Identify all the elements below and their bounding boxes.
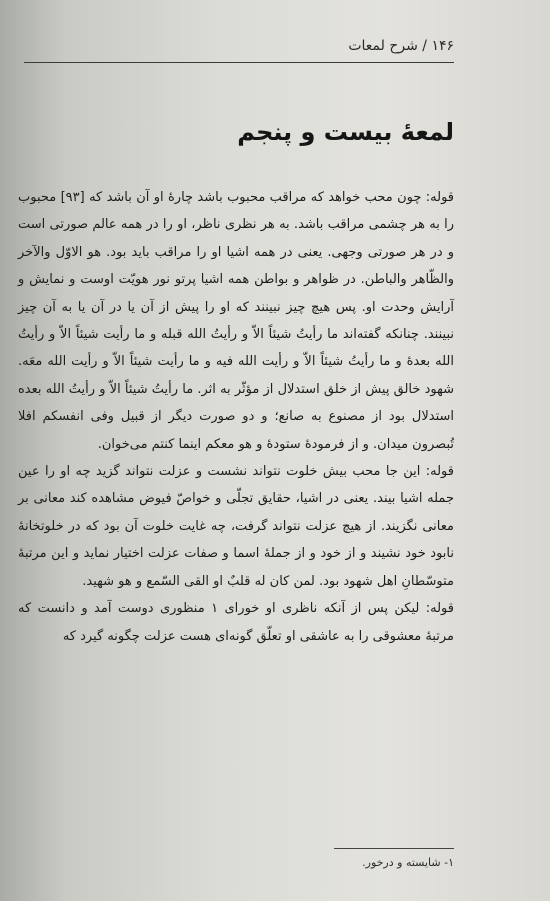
paragraph-3: قوله: لیکن پس از آنکه ناظری او خورای ۱ منظوری دوست آمد و دانست که مرتبهٔ معشوقی را به عاشقی او تعلّق گونه‌ای هست عزلت چگونه گیرد که: [18, 601, 454, 644]
body-text: [18, 184, 454, 650]
paragraph-2: قوله: این جا محب بیش خلوت نتواند نشست و عزلت نتواند گزید چه او را عین جمله اشیا بیند. یعنی در اشیا، حقایق تجلّی و خواصّ فیوض مشاهده کند معانی بر معانی نگزیند. از هیچ عزلت نتواند گرفت، چه غایت خلوت آن بود که در خلوتخانهٔ نابود خود نشیند و از خود و از جملهٔ اسما و صفات عزلت اختیار نماید و این مرتبهٔ متوسّطانِ اهل شهود بود. لمن کان له قلبٌ او القی السّمع و هو شهید.: [18, 464, 454, 589]
footnote: ۱- شایسته و درخور.: [362, 856, 454, 869]
running-head: ۱۴۶ / شرح لمعات: [348, 38, 454, 54]
footnote-rule: [334, 848, 454, 849]
chapter-title: لمعهٔ بیست و پنجم: [237, 118, 454, 146]
header-rule: [24, 62, 454, 63]
paragraph-1: قوله: چون محب خواهد که مراقب محبوب باشد چارهٔ او آن باشد که [۹۳] محبوب را به هر چشمی مراقب باشد. به هر نظری ناظر، او را در همه عالم صورتی است و در هر صورتی وجهی. یعنی در همه اشیا او را مراقب باید بود. هو الاوّل والآخر والظّاهر والباطن. در ظواهر و بواطن همه اشیا پرتو نور هویّت اوست و نمایش و آرایش وحدت او. پس هیچ چیز نبینند که او را پیش از آن یا در آن یا به آن چیز نبینند. چنانکه گفته‌اند ما رأیتُ شیئاً الاّ و رأیتُ الله قبله و ما رأیت شیئاً الاّ و رأیتُ الله بعدهٔ و ما رأیتُ شیئاً الاّ و رأیت الله فیه و ما رأیت شیئاً الاّ و رأیت الله معَه. شهود خالق پیش از خلق استدلال از مؤثّر به اثر. ما رأیتُ شیئاً الاّ و رأیتُ الله بعده استدلال بود از مصنوع به صانع؛ و دو صورت دیگر از قبیل وفی انفسکم افلا تُبصرون میدان. و از فرمودهٔ ستودهٔ و هو معکم اینما کنتم می‌خوان.: [18, 190, 455, 452]
